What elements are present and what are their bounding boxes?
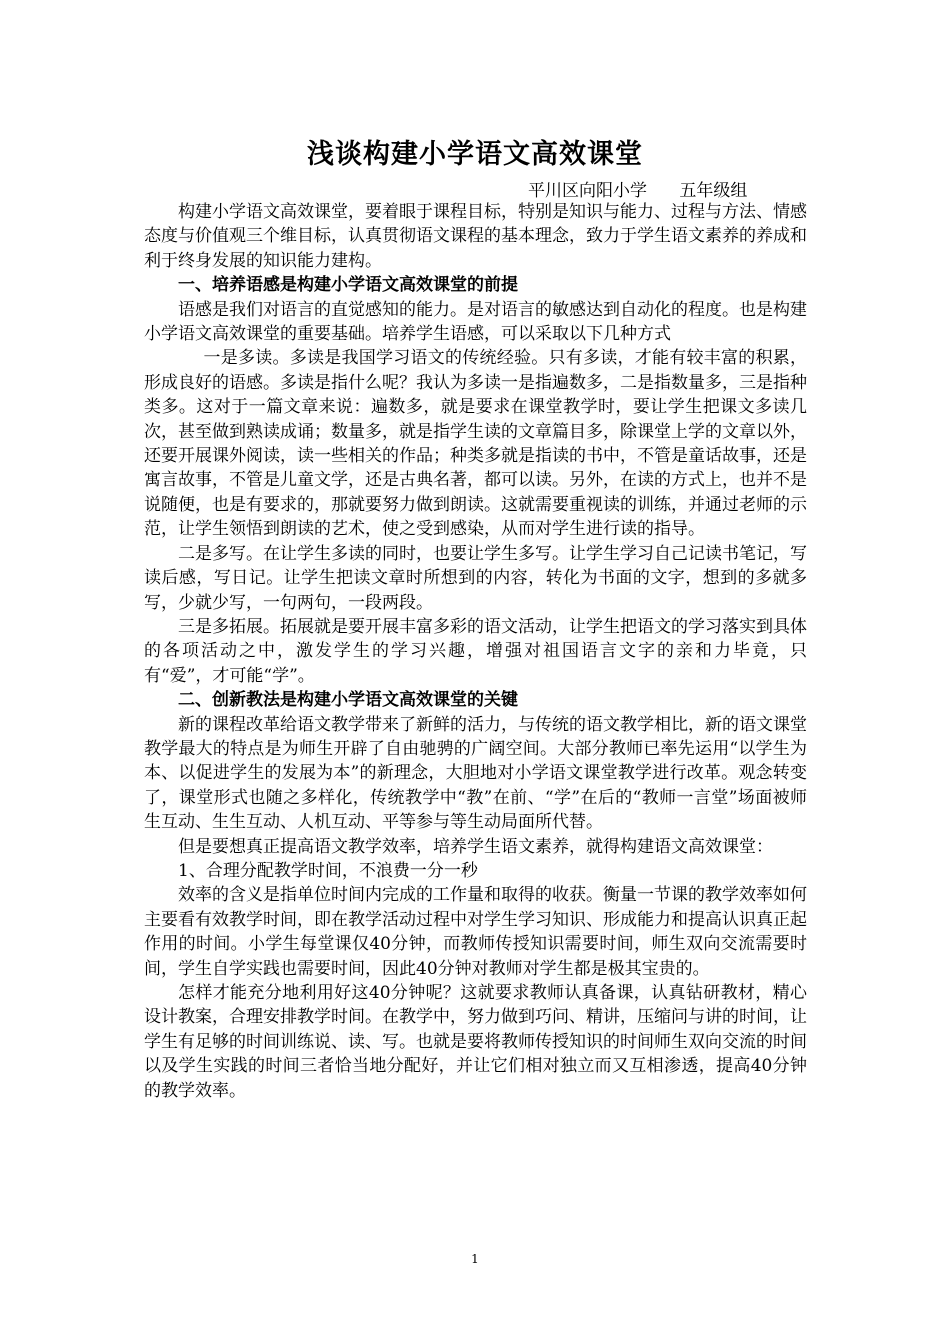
body-paragraph: 怎样才能充分地利用好这40分钟呢？这就要求教师认真备课，认真钻研教材，精心设计教案，合理安排教学时间。在教学中，努力做到巧问、精讲，压缩问与讲的时间，让学生有足够的时间训练说、读、写。也就是要将教师传授知识的时间师生双向交流的时间以及学生实践的时间三者恰当地分配好，并让它们相对独立而又互相渗透，提高40分钟的教学效率。: [144, 983, 807, 1101]
body-paragraph: 效率的含义是指单位时间内完成的工作量和取得的收获。衡量一节课的教学效率如何主要看有效教学时间，即在教学活动过程中对学生学习知识、形成能力和提高认识真正起作用的时间。小学生每堂课仅40分钟，而教师传授知识需要时间，师生双向交流需要时间，学生自学实践也需要时间，因此40分钟对教师对学生都是极其宝贵的。: [144, 885, 807, 979]
document-author: 平川区向阳小学 五年级组: [528, 181, 748, 201]
body-paragraph: 三是多拓展。拓展就是要开展丰富多彩的语文活动，让学生把语文的学习落实到具体的各项活动之中，激发学生的学习兴趣，增强对祖国语言文字的亲和力毕竟，只有“爱”，才可能“学”。: [144, 616, 807, 686]
body-paragraph: 二是多写。在让学生多读的同时，也要让学生多写。让学生学习自己记读书笔记，写读后感，写日记。让学生把读文章时所想到的内容，转化为书面的文字，想到的多就多写，少就少写，一句两句，一段两段。: [144, 543, 807, 613]
section-heading-2: 二、创新教法是构建小学语文高效课堂的关键: [178, 690, 518, 711]
document-body: [144, 200, 807, 1103]
subsection-heading: 1、合理分配教学时间，不浪费一分一秒: [178, 860, 478, 881]
body-paragraph: 但是要想真正提高语文教学效率，培养学生语文素养，就得构建语文高效课堂：: [178, 836, 773, 857]
body-paragraph: 一是多读。多读是我国学习语文的传统经验。只有多读，才能有较丰富的积累，形成良好的语感。多读是指什么呢？我认为多读一是指遍数多，二是指数量多，三是指种类多。这对于一篇文章来说：遍数多，就是要求在课堂教学时，要让学生把课文多读几次，甚至做到熟读成诵；数量多，就是指学生读的文章篇目多，除课堂上学的文章以外，还要开展课外阅读，读一些相关的作品；种类多就是指读的书中，不管是童话故事，还是寓言故事，不管是儿童文学，还是古典名著，都可以读。另外，在读的方式上，也并不是说随便，也是有要求的，那就要努力做到朗读。这就需要重视读的训练，并通过老师的示范，让学生领悟到朗读的艺术，使之受到感染，从而对学生进行读的指导。: [144, 348, 807, 540]
body-paragraph: 新的课程改革给语文教学带来了新鲜的活力，与传统的语文教学相比，新的语文课堂教学最大的特点是为师生开辟了自由驰骋的广阔空间。大部分教师已率先运用“以学生为本、以促进学生的发展为本”的新理念，大胆地对小学语文课堂教学进行改革。观念转变了，课堂形式也随之多样化，传统教学中“教”在前、“学”在后的“教师一言堂”场面被师生互动、生生互动、人机互动、平等参与等生动局面所代替。: [144, 714, 807, 833]
intro-paragraph: 构建小学语文高效课堂，要着眼于课程目标，特别是知识与能力、过程与方法、情感态度与价值观三个维目标，认真贯彻语文课程的基本理念，致力于学生语文素养的养成和利于终身发展的知识能力建构。: [144, 202, 807, 271]
body-paragraph: 语感是我们对语言的直觉感知的能力。是对语言的敏感达到自动化的程度。也是构建小学语文高效课堂的重要基础。培养学生语感，可以采取以下几种方式: [144, 299, 807, 345]
section-heading-1: 一、培养语感是构建小学语文高效课堂的前提: [178, 275, 518, 296]
page-number: 1: [471, 1252, 479, 1266]
document-title: 浅谈构建小学语文高效课堂: [307, 139, 643, 170]
